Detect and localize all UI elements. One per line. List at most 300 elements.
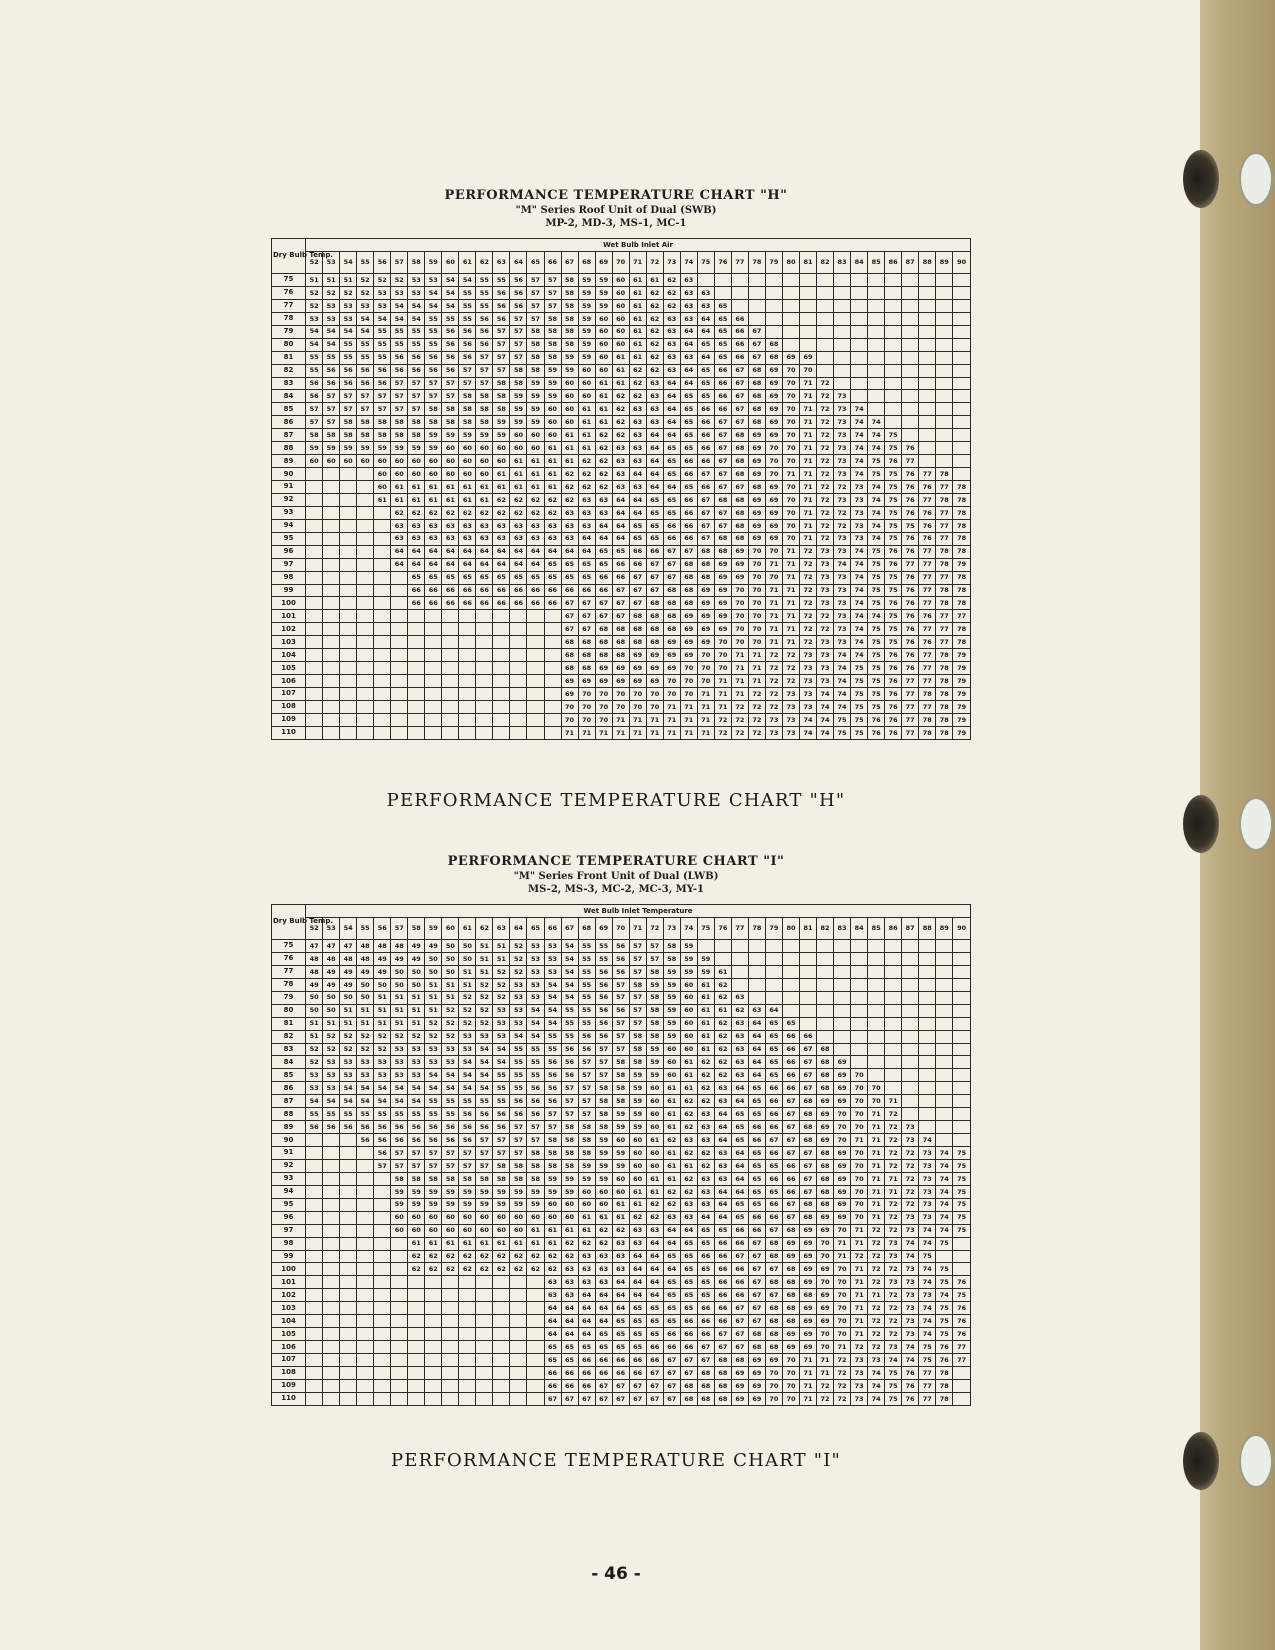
chart-h-cell: [851, 325, 868, 338]
chart-h-cell: [851, 299, 868, 312]
chart-h-cell: 70: [782, 377, 799, 390]
chart-i-cell: 50: [442, 952, 459, 965]
chart-h-cell: [817, 325, 834, 338]
chart-h-cell: [425, 662, 442, 675]
chart-h-cell: [306, 532, 323, 545]
chart-h-cell: 72: [799, 584, 816, 597]
chart-h-cell: 61: [561, 442, 578, 455]
chart-i-cell: 54: [425, 1082, 442, 1095]
chart-i-cell: 68: [748, 1328, 765, 1341]
chart-h-cell: 63: [663, 325, 680, 338]
chart-h-cell: 58: [510, 364, 527, 377]
chart-h-cell: 66: [731, 338, 748, 351]
chart-h-cell: 75: [851, 700, 868, 713]
chart-i-cell: 64: [663, 1237, 680, 1250]
chart-i-cell: 69: [799, 1276, 816, 1289]
chart-h-cell: 68: [731, 442, 748, 455]
chart-i-cell: 62: [578, 1237, 595, 1250]
chart-i-cell: [306, 1379, 323, 1392]
chart-h-cell: 55: [306, 364, 323, 377]
chart-i-cell: 54: [357, 1095, 374, 1108]
chart-h-row-header: 104: [272, 649, 306, 662]
chart-h-column-header: 87: [902, 252, 919, 274]
chart-i-cell: [340, 1159, 357, 1172]
chart-h-row-header: 90: [272, 468, 306, 481]
chart-i-cell: 60: [612, 1134, 629, 1147]
chart-h-column-header: 77: [731, 252, 748, 274]
chart-i-cell: [323, 1185, 340, 1198]
chart-h-cell: 70: [782, 532, 799, 545]
chart-h-cell: 71: [782, 545, 799, 558]
chart-i-cell: [902, 952, 919, 965]
chart-h-cell: 67: [714, 468, 731, 481]
chart-i-cell: 61: [680, 1069, 697, 1082]
chart-h-cell: [306, 675, 323, 688]
chart-i-cell: [323, 1211, 340, 1224]
chart-h-column-header: 85: [868, 252, 885, 274]
chart-h-cell: 56: [476, 325, 493, 338]
chart-h-cell: 64: [510, 558, 527, 571]
chart-i-cell: 60: [510, 1224, 527, 1237]
chart-i-cell: [340, 1263, 357, 1276]
chart-h-cell: [765, 325, 782, 338]
chart-h-cell: 71: [799, 532, 816, 545]
chart-h-cell: 66: [680, 493, 697, 506]
chart-i-cell: 67: [612, 1379, 629, 1392]
chart-h-cell: 70: [748, 571, 765, 584]
chart-h-cell: 63: [612, 455, 629, 468]
chart-h-cell: 53: [323, 312, 340, 325]
chart-i-cell: 56: [612, 940, 629, 953]
chart-h-cell: 68: [612, 649, 629, 662]
chart-h-cell: 62: [544, 506, 561, 519]
chart-i-cell: 57: [442, 1159, 459, 1172]
chart-h-cell: [902, 325, 919, 338]
chart-h-cell: 65: [425, 571, 442, 584]
chart-i-cell: 54: [408, 1082, 425, 1095]
chart-h-cell: 63: [459, 532, 476, 545]
chart-h-cell: 67: [731, 403, 748, 416]
chart-h-cell: 74: [851, 545, 868, 558]
chart-h-cell: 69: [748, 519, 765, 532]
chart-i-row-header: 94: [272, 1185, 306, 1198]
chart-h-cell: 71: [799, 493, 816, 506]
chart-i-row-header: 108: [272, 1366, 306, 1379]
chart-h-cell: 59: [595, 274, 612, 287]
chart-i-cell: 51: [459, 978, 476, 991]
chart-i-cell: 55: [578, 1017, 595, 1030]
chart-h-cell: 68: [731, 429, 748, 442]
chart-h-cell: [510, 688, 527, 701]
chart-i-cell: [374, 1237, 391, 1250]
chart-h-cell: 69: [765, 519, 782, 532]
chart-h-cell: 56: [391, 364, 408, 377]
chart-i-cell: 74: [868, 1379, 885, 1392]
chart-h-cell: 64: [663, 481, 680, 494]
chart-h-cell: 56: [408, 351, 425, 364]
chart-i-cell: [510, 1354, 527, 1367]
chart-h-table-row: [272, 636, 971, 649]
chart-h-cell: [442, 636, 459, 649]
chart-h-cell: 64: [493, 558, 510, 571]
chart-h-cell: 76: [902, 442, 919, 455]
chart-h-cell: 75: [885, 468, 902, 481]
chart-h-table-row: [272, 713, 971, 726]
chart-h-cell: 70: [697, 662, 714, 675]
chart-h-cell: 52: [357, 274, 374, 287]
chart-h-cell: 61: [544, 481, 561, 494]
chart-h-cell: 54: [408, 312, 425, 325]
chart-h-cell: [323, 571, 340, 584]
chart-i-cell: 66: [646, 1354, 663, 1367]
chart-h-cell: 75: [834, 726, 851, 739]
chart-h-cell: 63: [391, 532, 408, 545]
chart-h-cell: [374, 584, 391, 597]
chart-i-cell: 56: [306, 1121, 323, 1134]
chart-h-cell: 55: [476, 286, 493, 299]
chart-h-cell: 79: [953, 558, 971, 571]
chart-h-cell: 67: [578, 597, 595, 610]
chart-i-cell: 63: [680, 1134, 697, 1147]
chart-i-cell: 60: [680, 991, 697, 1004]
chart-i-cell: 70: [851, 1095, 868, 1108]
chart-i-cell: 61: [646, 1134, 663, 1147]
chart-h-cell: 71: [748, 649, 765, 662]
chart-i-cell: 62: [459, 1250, 476, 1263]
chart-h-cell: [459, 713, 476, 726]
chart-i-table-row: [272, 1004, 971, 1017]
chart-i-cell: 73: [851, 1354, 868, 1367]
chart-i-cell: 52: [357, 1030, 374, 1043]
chart-i-cell: 58: [561, 1147, 578, 1160]
chart-h-column-header: 75: [697, 252, 714, 274]
chart-h-cell: 66: [731, 312, 748, 325]
chart-h-cell: 70: [765, 545, 782, 558]
chart-h-cell: 72: [834, 481, 851, 494]
chart-h-cell: 61: [595, 416, 612, 429]
chart-h-cell: 62: [629, 390, 646, 403]
chart-i-cell: 51: [357, 1004, 374, 1017]
chart-i-cell: [919, 991, 936, 1004]
chart-i-cell: 49: [391, 952, 408, 965]
chart-i-cell: 63: [697, 1108, 714, 1121]
chart-i-cell: 72: [885, 1147, 902, 1160]
chart-h-cell: 58: [493, 403, 510, 416]
chart-i-cell: 60: [612, 1172, 629, 1185]
chart-i-row-header: 106: [272, 1341, 306, 1354]
chart-h-cell: 72: [765, 688, 782, 701]
chart-i-cell: 53: [408, 1069, 425, 1082]
chart-i-cell: 64: [765, 1004, 782, 1017]
chart-i-row-header: 87: [272, 1095, 306, 1108]
chart-h-cell: [782, 338, 799, 351]
chart-h-cell: 64: [646, 442, 663, 455]
chart-h-cell: 53: [357, 299, 374, 312]
chart-h-cell: 62: [493, 493, 510, 506]
chart-h-cell: [817, 351, 834, 364]
chart-h-cell: 57: [340, 403, 357, 416]
chart-h-cell: 66: [476, 584, 493, 597]
chart-i-cell: 51: [391, 1004, 408, 1017]
chart-h-cell: 67: [646, 571, 663, 584]
chart-h-cell: 63: [680, 274, 697, 287]
chart-h-cell: 56: [323, 364, 340, 377]
chart-h-column-header: 76: [714, 252, 731, 274]
chart-h-cell: [357, 610, 374, 623]
chart-h-cell: [323, 662, 340, 675]
chart-h-cell: [834, 325, 851, 338]
chart-h-cell: [919, 364, 936, 377]
chart-h-cell: 70: [646, 700, 663, 713]
chart-h-cell: 66: [510, 584, 527, 597]
chart-h-cell: 72: [731, 713, 748, 726]
chart-i-cell: 62: [714, 1043, 731, 1056]
chart-i-cell: [953, 952, 971, 965]
chart-h-cell: 72: [799, 610, 816, 623]
chart-i-cell: 62: [527, 1250, 544, 1263]
chart-h-cell: 72: [817, 403, 834, 416]
chart-i-cell: 56: [323, 1121, 340, 1134]
chart-i-cell: 71: [868, 1121, 885, 1134]
chart-h-cell: [834, 377, 851, 390]
chart-h-cell: 59: [595, 286, 612, 299]
chart-i-cell: 54: [442, 1082, 459, 1095]
chart-i-cell: 62: [561, 1237, 578, 1250]
chart-i-cell: 68: [782, 1276, 799, 1289]
chart-i-row-header: 95: [272, 1198, 306, 1211]
chart-i-cell: 54: [425, 1069, 442, 1082]
chart-i-cell: 55: [595, 940, 612, 953]
chart-i-cell: 65: [748, 1172, 765, 1185]
chart-h-cell: 69: [765, 506, 782, 519]
chart-h-cell: 64: [595, 532, 612, 545]
chart-h-cell: [885, 325, 902, 338]
chart-i-cell: 65: [612, 1341, 629, 1354]
chart-h-cell: 63: [561, 519, 578, 532]
chart-h-row-header: 80: [272, 338, 306, 351]
chart-h-row-header: 83: [272, 377, 306, 390]
chart-i-cell: 59: [595, 1159, 612, 1172]
chart-i-cell: 58: [408, 1172, 425, 1185]
chart-h-cell: [306, 713, 323, 726]
chart-h-cell: [374, 726, 391, 739]
chart-h-cell: 59: [425, 442, 442, 455]
chart-i-cell: [357, 1276, 374, 1289]
chart-i-cell: 70: [817, 1328, 834, 1341]
chart-h-cell: 78: [936, 545, 953, 558]
chart-i-cell: 67: [782, 1198, 799, 1211]
chart-i-cell: [374, 1328, 391, 1341]
chart-i-cell: 61: [442, 1237, 459, 1250]
chart-h-cell: 76: [919, 519, 936, 532]
chart-i-row-header: 78: [272, 978, 306, 991]
chart-h-cell: [391, 623, 408, 636]
chart-i-cell: 66: [748, 1121, 765, 1134]
chart-i-cell: [459, 1328, 476, 1341]
chart-i-cell: 60: [561, 1198, 578, 1211]
chart-i-cell: 58: [493, 1159, 510, 1172]
chart-i-cell: 68: [782, 1289, 799, 1302]
chart-i-cell: 53: [510, 1017, 527, 1030]
chart-h-cell: 65: [646, 506, 663, 519]
chart-h-cell: 53: [340, 299, 357, 312]
chart-i-cell: 56: [527, 1082, 544, 1095]
chart-i-cell: 60: [493, 1211, 510, 1224]
chart-i-cell: [765, 965, 782, 978]
chart-h-cell: 60: [459, 442, 476, 455]
chart-h-cell: 70: [731, 623, 748, 636]
chart-h-cell: 60: [578, 364, 595, 377]
chart-h-cell: 69: [697, 584, 714, 597]
chart-i-cell: 51: [425, 991, 442, 1004]
chart-h-cell: 62: [510, 506, 527, 519]
chart-h-cell: [340, 610, 357, 623]
chart-i-cell: 50: [306, 1004, 323, 1017]
chart-h-cell: 67: [697, 506, 714, 519]
chart-i-cell: 67: [782, 1108, 799, 1121]
chart-h-cell: 56: [476, 312, 493, 325]
chart-i-cell: 51: [374, 1004, 391, 1017]
chart-h-cell: 73: [817, 649, 834, 662]
chart-i-cell: 67: [782, 1211, 799, 1224]
chart-h-cell: 60: [425, 468, 442, 481]
chart-h-cell: 62: [527, 506, 544, 519]
chart-h-cell: 68: [663, 584, 680, 597]
chart-h-column-header: 79: [765, 252, 782, 274]
chart-i-cell: [902, 1043, 919, 1056]
chart-i-cell: [936, 1043, 953, 1056]
chart-h-cell: 55: [476, 299, 493, 312]
chart-h-cell: 55: [374, 351, 391, 364]
chart-i-cell: 67: [748, 1302, 765, 1315]
chart-h-row-header: 103: [272, 636, 306, 649]
chart-h-cell: [306, 623, 323, 636]
chart-h-cell: 64: [442, 545, 459, 558]
chart-i-cell: 53: [510, 1004, 527, 1017]
chart-i-cell: 56: [544, 1069, 561, 1082]
chart-i-cell: 62: [714, 1056, 731, 1069]
chart-h-cell: [510, 675, 527, 688]
chart-h-cell: 65: [646, 519, 663, 532]
chart-i-cell: 56: [459, 1121, 476, 1134]
chart-i-cell: 56: [374, 1147, 391, 1160]
chart-i-cell: 74: [885, 1354, 902, 1367]
chart-i-cell: 53: [357, 1069, 374, 1082]
chart-h-cell: [306, 597, 323, 610]
chart-i-cell: [919, 1004, 936, 1017]
chart-h-cell: 79: [953, 713, 971, 726]
chart-i-cell: 52: [306, 1043, 323, 1056]
chart-h-cell: 71: [748, 662, 765, 675]
chart-i-cell: 63: [612, 1250, 629, 1263]
chart-h-cell: 60: [561, 377, 578, 390]
chart-h-cell: [510, 610, 527, 623]
chart-h-cell: 68: [646, 610, 663, 623]
chart-h-cell: 70: [748, 545, 765, 558]
chart-h-column-header: 53: [323, 252, 340, 274]
chart-h-cell: 58: [374, 429, 391, 442]
chart-i-cell: 64: [646, 1263, 663, 1276]
chart-i-cell: 52: [493, 978, 510, 991]
chart-h-cell: 61: [459, 481, 476, 494]
chart-h-cell: [408, 726, 425, 739]
chart-i-cell: 51: [493, 940, 510, 953]
chart-i-cell: 62: [527, 1263, 544, 1276]
chart-i-cell: 58: [561, 1121, 578, 1134]
chart-i-cell: 47: [323, 940, 340, 953]
chart-i-cell: 63: [612, 1263, 629, 1276]
chart-i-cell: 67: [799, 1172, 816, 1185]
chart-i-cell: 55: [561, 1030, 578, 1043]
chart-i-cell: 65: [646, 1315, 663, 1328]
chart-h-cell: 68: [578, 649, 595, 662]
chart-h-cell: 67: [748, 351, 765, 364]
chart-i-cell: [834, 952, 851, 965]
chart-h-cell: 67: [646, 558, 663, 571]
chart-h-cell: 59: [578, 299, 595, 312]
chart-i-cell: 60: [595, 1198, 612, 1211]
chart-i-cell: 66: [697, 1250, 714, 1263]
chart-i-cell: 60: [680, 1043, 697, 1056]
chart-i-cell: [902, 978, 919, 991]
chart-h-cell: 70: [799, 364, 816, 377]
chart-i-cell: 59: [493, 1185, 510, 1198]
chart-h-cell: 73: [817, 558, 834, 571]
chart-i-cell: 76: [953, 1315, 971, 1328]
chart-h-cell: 73: [782, 713, 799, 726]
chart-i-cell: [357, 1172, 374, 1185]
chart-h-cell: 72: [817, 377, 834, 390]
chart-i-cell: 53: [459, 1043, 476, 1056]
chart-h-cell: 57: [510, 351, 527, 364]
chart-h-cell: 64: [680, 364, 697, 377]
chart-h-cell: 59: [527, 377, 544, 390]
chart-h-cell: [391, 700, 408, 713]
chart-h-cell: 57: [391, 377, 408, 390]
chart-h-cell: 61: [544, 468, 561, 481]
chart-i-cell: 60: [629, 1159, 646, 1172]
chart-i-cell: 69: [731, 1379, 748, 1392]
chart-i-cell: [391, 1237, 408, 1250]
chart-i-cell: [885, 978, 902, 991]
chart-h-cell: 69: [646, 675, 663, 688]
chart-i-cell: 68: [799, 1108, 816, 1121]
chart-h-cell: [391, 726, 408, 739]
chart-i-cell: 75: [919, 1341, 936, 1354]
chart-h-cell: 60: [595, 325, 612, 338]
chart-h-cell: 71: [680, 700, 697, 713]
chart-i-cell: 57: [629, 965, 646, 978]
chart-i-cell: [953, 1082, 971, 1095]
chart-i-column-header: 73: [663, 918, 680, 940]
chart-h-row-header: 78: [272, 312, 306, 325]
chart-h-cell: 69: [799, 351, 816, 364]
chart-i-cell: 68: [731, 1354, 748, 1367]
chart-i-cell: [425, 1302, 442, 1315]
chart-i-cell: 56: [578, 1030, 595, 1043]
chart-h-cell: 59: [357, 442, 374, 455]
chart-h-column-header: 84: [851, 252, 868, 274]
chart-h-cell: 60: [595, 351, 612, 364]
chart-h-cell: 69: [782, 351, 799, 364]
chart-h-cell: 61: [595, 403, 612, 416]
chart-h-cell: 68: [663, 597, 680, 610]
chart-h-cell: 71: [799, 429, 816, 442]
chart-i-cell: 58: [459, 1172, 476, 1185]
chart-i-cell: 68: [817, 1185, 834, 1198]
chart-i-cell: 69: [799, 1328, 816, 1341]
chart-h-cell: 52: [391, 274, 408, 287]
